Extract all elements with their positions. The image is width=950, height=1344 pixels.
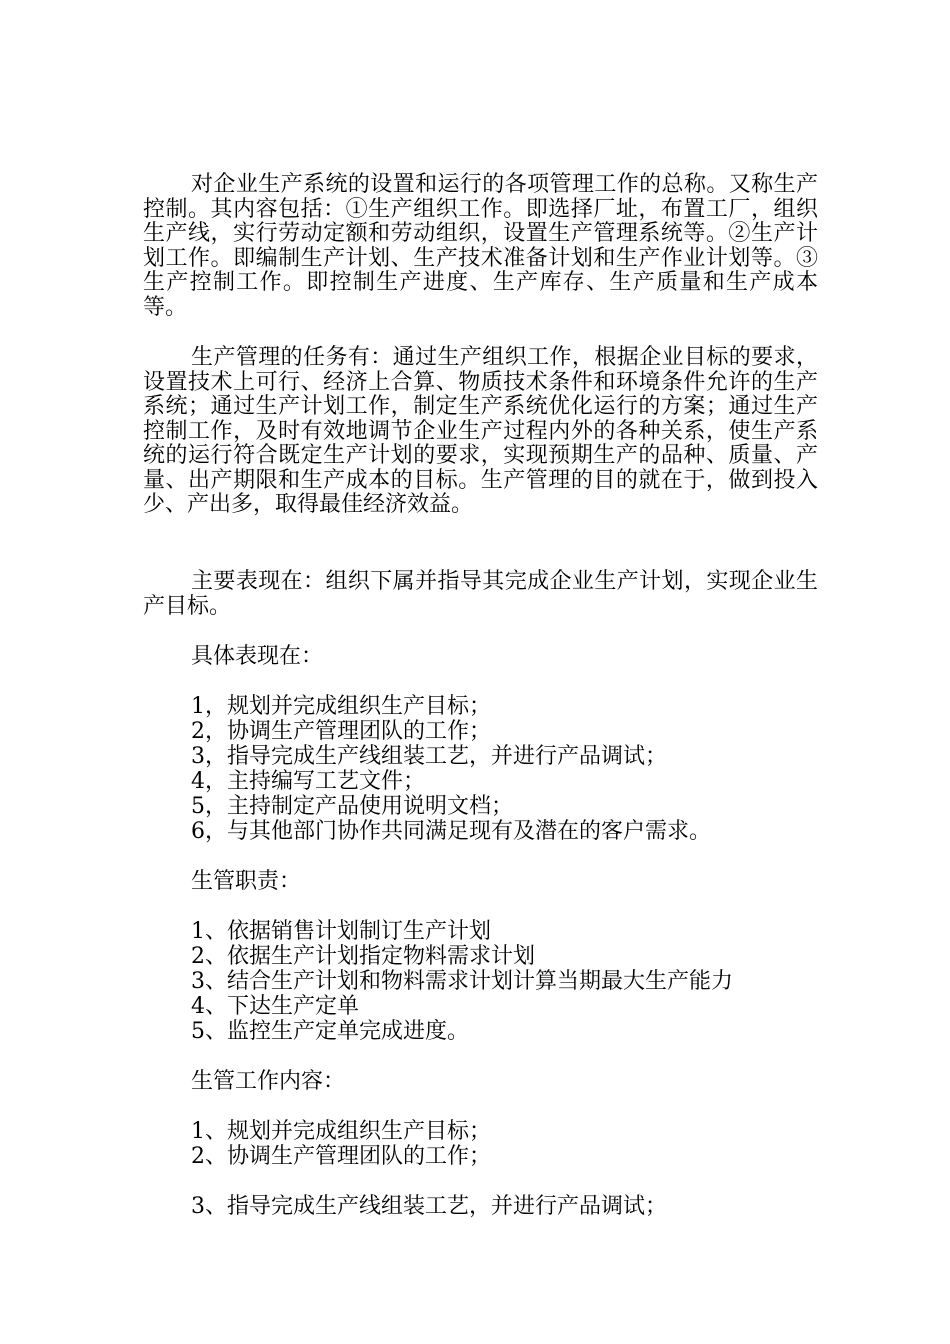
section-heading-duties: 生管职责： [191, 869, 302, 894]
list-item: 2、依据生产计划指定物料需求计划 [191, 944, 535, 969]
list-item: 5，主持制定产品使用说明文档； [191, 794, 513, 819]
list-item: 1，规划并完成组织生产目标； [191, 694, 491, 719]
list-item: 2，协调生产管理团队的工作； [191, 719, 491, 744]
list-item: 3，指导完成生产线组装工艺，并进行产品调试； [191, 744, 667, 769]
list-item: 3、结合生产计划和物料需求计划计算当期最大生产能力 [191, 969, 733, 994]
list-item: 4、下达生产定单 [191, 994, 359, 1019]
list-item: 6，与其他部门协作共同满足现有及潜在的客户需求。 [191, 819, 711, 844]
list-item: 2、协调生产管理团队的工作； [191, 1144, 491, 1169]
paragraph-tasks: 生产管理的任务有：通过生产组织工作，根据企业目标的要求，设置技术上可行、经济上合算、物质技术条件和环境条件允许的生产系统；通过生产计划工作，制定生产系统优化运行的方案；通过生产控制工作，及时有效地调节企业生产过程内外的各种关系，使生产系统的运行符合既定生产计划的要求，实现预期生产的品种、质量、产量、出产期限和生产成本的目标。生产管理的目的就在于，做到投入少、产出多，取得最佳经济效益。 [143, 345, 818, 517]
list-item: 5、监控生产定单完成进度。 [191, 1019, 469, 1044]
list-item: 1、依据销售计划制订生产计划 [191, 919, 491, 944]
section-heading-work-content: 生管工作内容： [191, 1069, 346, 1094]
section-heading-specific: 具体表现在： [191, 644, 324, 669]
list-item: 1、规划并完成组织生产目标； [191, 1119, 491, 1144]
paragraph-main-performance: 主要表现在：组织下属并指导其完成企业生产计划，实现企业生产目标。 [143, 569, 818, 619]
paragraph-intro: 对企业生产系统的设置和运行的各项管理工作的总称。又称生产控制。其内容包括：①生产组织工作。即选择厂址，布置工厂，组织生产线，实行劳动定额和劳动组织，设置生产管理系统等。②生产计划工作。即编制生产计划、生产技术准备计划和生产作业计划等。③生产控制工作。即控制生产进度、生产库存、生产质量和生产成本等。 [143, 172, 818, 320]
list-item: 4，主持编写工艺文件； [191, 769, 425, 794]
list-item: 3、指导完成生产线组装工艺，并进行产品调试； [191, 1194, 667, 1219]
